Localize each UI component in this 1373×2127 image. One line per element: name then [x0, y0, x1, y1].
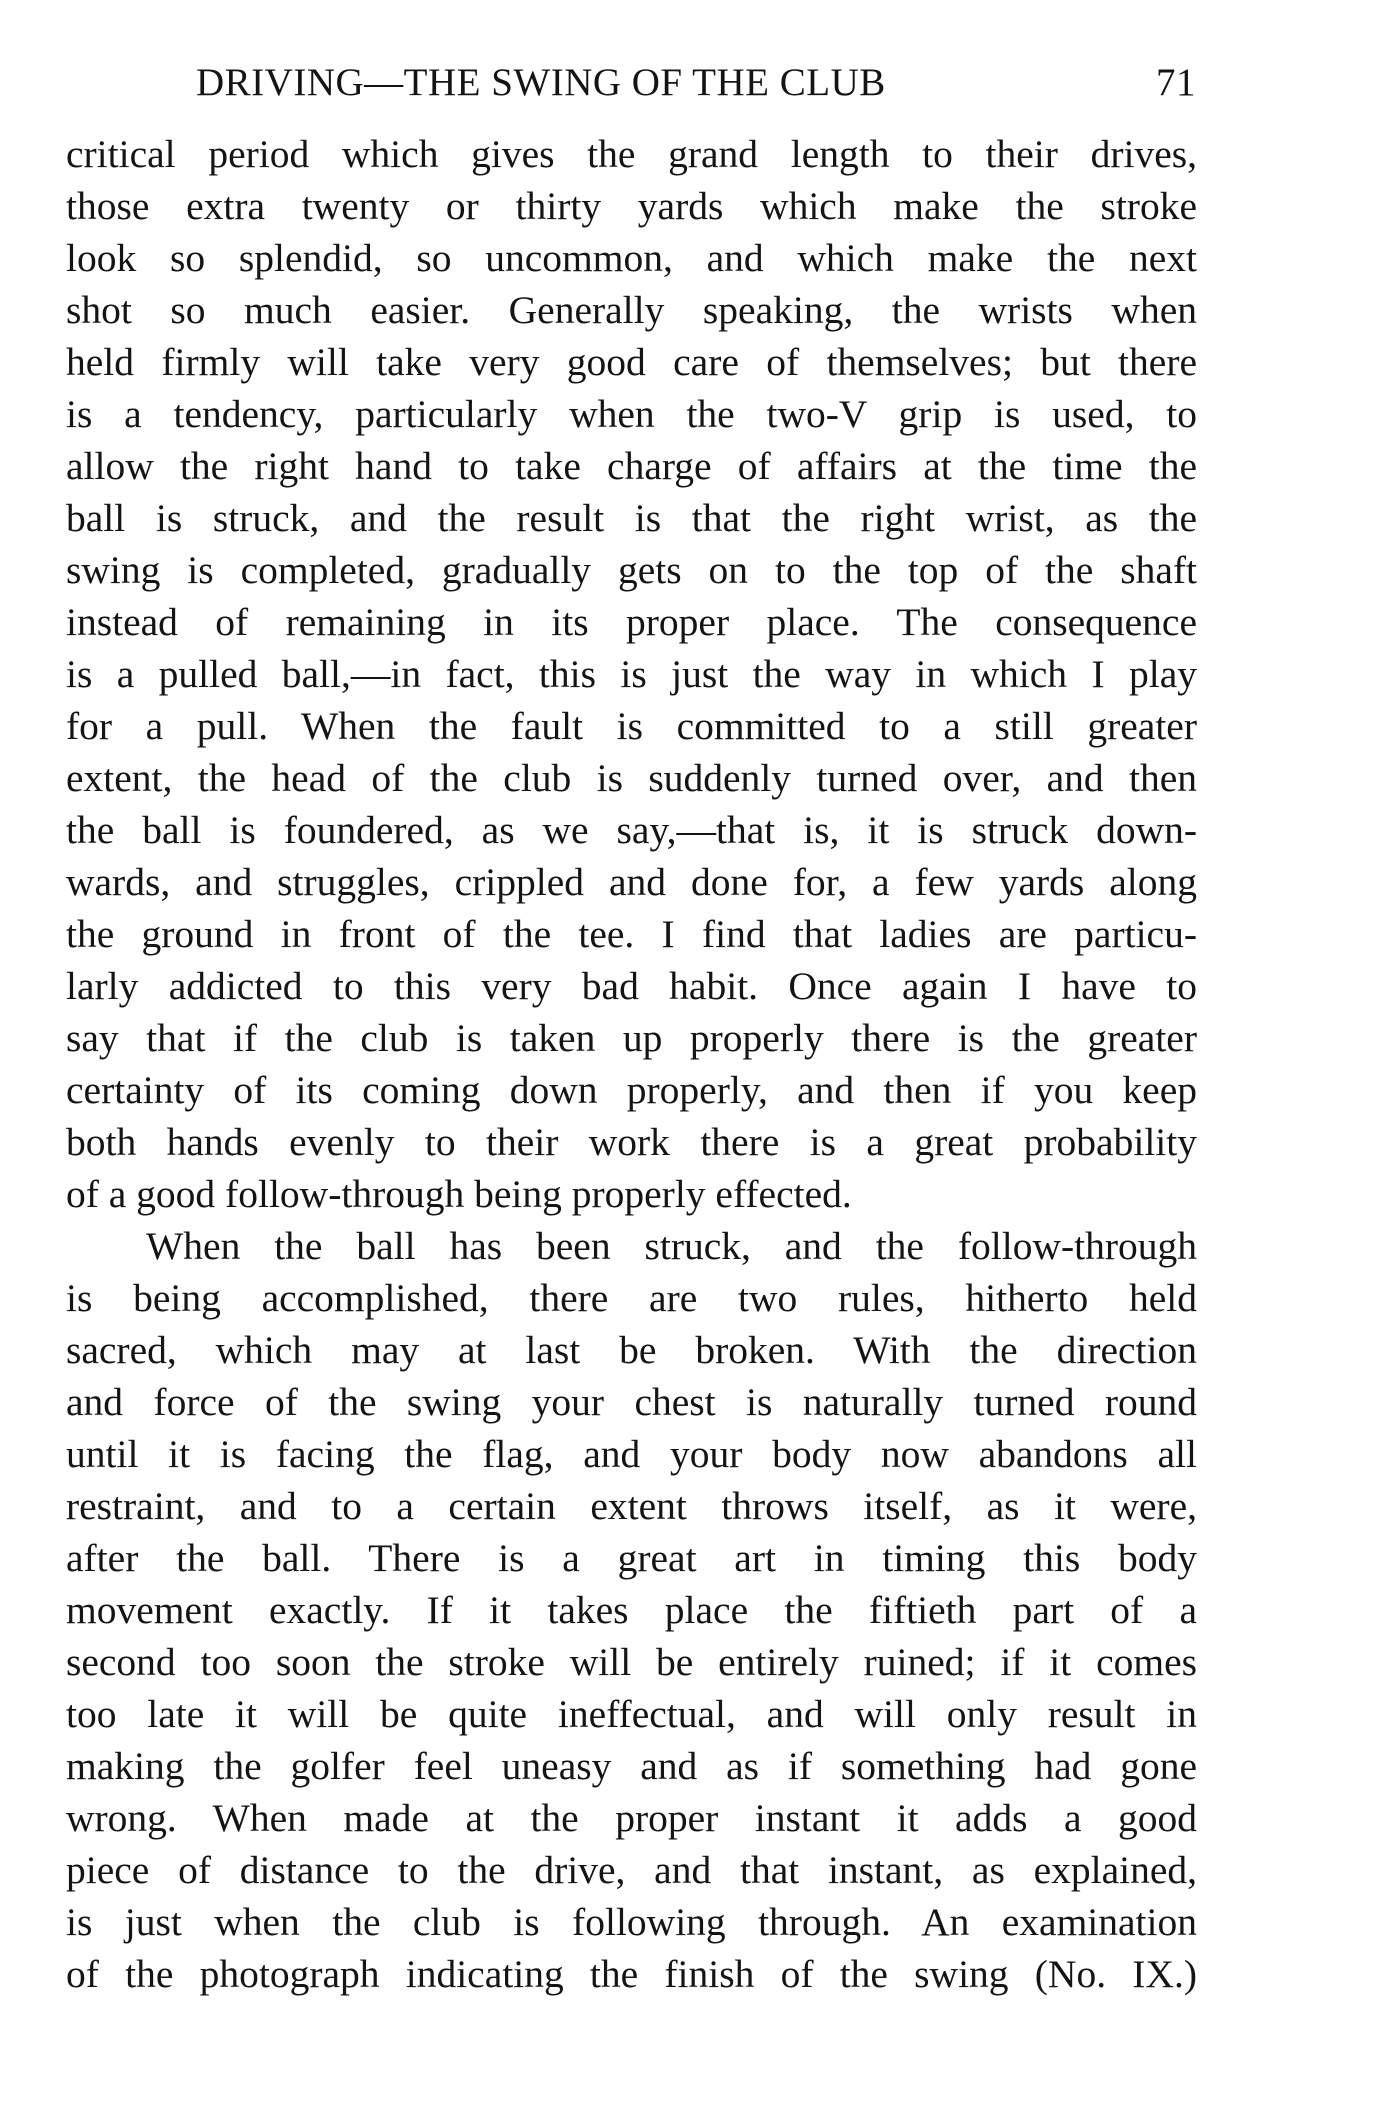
text-line: too late it will be quite ineffectual, and will only result in	[66, 1692, 1197, 1736]
text-line: and force of the swing your chest is naturally turned round	[66, 1380, 1197, 1424]
text-line: is a pulled ball,—in fact, this is just the way in which I play	[66, 652, 1197, 696]
paragraph-1	[66, 128, 1197, 1220]
text-line: is just when the club is following through. An examination	[66, 1900, 1197, 1944]
text-line: movement exactly. If it takes place the fiftieth part of a	[66, 1588, 1197, 1632]
text-line: making the golfer feel uneasy and as if something had gone	[66, 1744, 1197, 1788]
text-line: those extra twenty or thirty yards which make the stroke	[66, 184, 1197, 228]
body-text	[66, 128, 1197, 2000]
text-line: sacred, which may at last be broken. With the direction	[66, 1328, 1197, 1372]
text-line: of a good follow-through being properly effected.	[66, 1172, 852, 1216]
text-line: is a tendency, particularly when the two-V grip is used, to	[66, 392, 1197, 436]
running-title: DRIVING—THE SWING OF THE CLUB	[196, 61, 886, 104]
text-line: after the ball. There is a great art in timing this body	[66, 1536, 1197, 1580]
text-line: is being accomplished, there are two rules, hitherto held	[66, 1276, 1197, 1320]
text-line: for a pull. When the fault is committed to a still greater	[66, 704, 1197, 748]
text-line: of the photograph indicating the finish of the swing (No. IX.)	[66, 1952, 1197, 1996]
text-line: both hands evenly to their work there is a great probability	[66, 1120, 1197, 1164]
text-line: critical period which gives the grand length to their drives,	[66, 132, 1197, 176]
text-line: piece of distance to the drive, and that instant, as explained,	[66, 1848, 1197, 1892]
text-line: restraint, and to a certain extent throws itself, as it were,	[66, 1484, 1197, 1528]
text-line: allow the right hand to take charge of affairs at the time the	[66, 444, 1197, 488]
text-line: wards, and struggles, crippled and done for, a few yards along	[66, 860, 1197, 904]
page-number: 71	[1156, 61, 1196, 104]
text-line: When the ball has been struck, and the follow-through	[146, 1224, 1197, 1268]
text-line: say that if the club is taken up properly there is the greater	[66, 1016, 1197, 1060]
text-line: shot so much easier. Generally speaking, the wrists when	[66, 288, 1197, 332]
text-line: the ball is foundered, as we say,—that is, it is struck down-	[66, 808, 1197, 852]
text-line: extent, the head of the club is suddenly turned over, and then	[66, 756, 1197, 800]
text-line: wrong. When made at the proper instant it adds a good	[66, 1796, 1197, 1840]
paragraph-2	[66, 1220, 1197, 2000]
text-line: ball is struck, and the result is that the right wrist, as the	[66, 496, 1197, 540]
text-line: swing is completed, gradually gets on to the top of the shaft	[66, 548, 1197, 592]
running-head	[196, 48, 1196, 118]
text-line: until it is facing the flag, and your body now abandons all	[66, 1432, 1197, 1476]
text-line: certainty of its coming down properly, and then if you keep	[66, 1068, 1197, 1112]
text-line: instead of remaining in its proper place. The consequence	[66, 600, 1197, 644]
text-line: look so splendid, so uncommon, and which make the next	[66, 236, 1197, 280]
text-line: second too soon the stroke will be entirely ruined; if it comes	[66, 1640, 1197, 1684]
text-line: held firmly will take very good care of themselves; but there	[66, 340, 1197, 384]
text-line: the ground in front of the tee. I find that ladies are particu-	[66, 912, 1197, 956]
text-line: larly addicted to this very bad habit. Once again I have to	[66, 964, 1197, 1008]
